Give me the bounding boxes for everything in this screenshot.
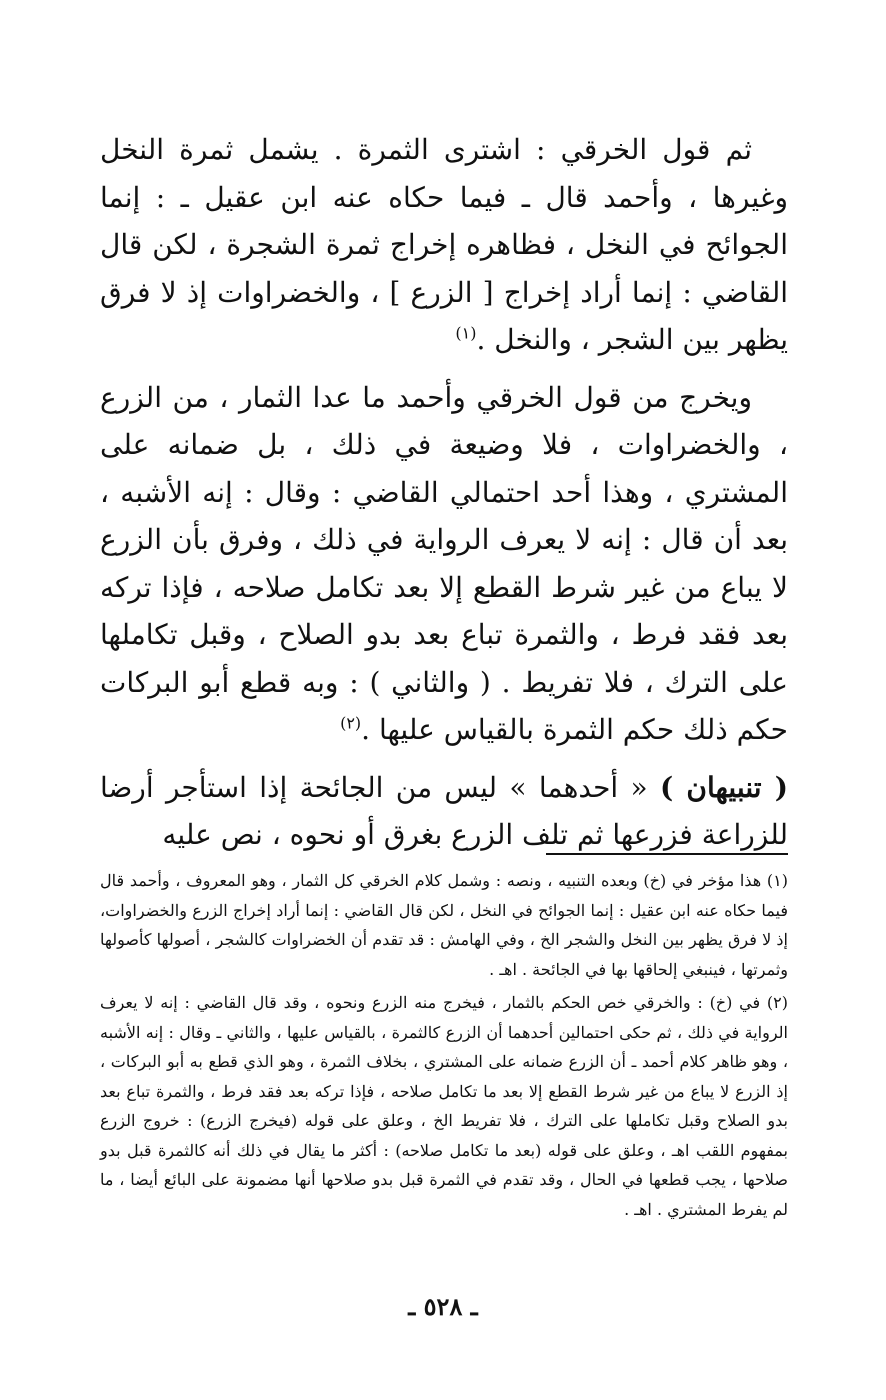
footnote-separator	[546, 853, 788, 855]
footnote-2: (٢) في (خ) : والخرقي خص الحكم بالثمار ، فيخرج منه الزرع ونحوه ، وقد قال القاضي : إنه لا يعرف الرواية في ذلك ، ثم حكى احتمالين أحدهما أن الزرع كالثمرة ، بالقياس عليها ، والثاني ـ وقال : إنه الأشبه ، وهو ظاهر كلام أحمد ـ أن الزرع ضمانه على المشتري ، بخلاف الثمرة ، وهو الذي قطع به أبو البركات ، إذ الزرع لا يباع من غير شرط القطع إلا بعد ما تكامل صلاحه ، فإذا تركه بعد فقد فرط ، والثمرة تباع بعد بدو الصلاح وقبل تكاملها على الترك ، فلا تفريط الخ ، وعلق على قوله (فيخرج الزرع) : خروج الزرع بمفهوم اللقب اهـ ، وعلق على قوله (بعد ما تكامل صلاحه) : أكثر ما يقال في ذلك أنه كالثمرة قبل بدو صلاحها ، يجب قطعها في الحال ، وقد تقدم في الثمرة قبل بدو صلاحها أنها مضمونة على البائع أيضا ، ما لم يفرط المشتري . اهـ .	[100, 993, 789, 1219]
paragraph-2	[100, 374, 788, 754]
notice-label: ( تنبيهان )	[659, 770, 788, 804]
footnote-ref-1: (١)	[455, 323, 477, 343]
paragraph-3-text: « أحدهما » ليس من الجائحة إذا استأجر أرضا للزراعة فزرعها ثم تلف الزرع بغرق أو نحوه ، نص عليه	[100, 770, 788, 851]
paragraph-3	[100, 764, 788, 859]
paragraph-1	[100, 126, 788, 364]
footnotes-block	[100, 866, 788, 1228]
paragraph-1-text: ثم قول الخرقي : اشترى الثمرة . يشمل ثمرة النخل وغيرها ، وأحمد قال ـ فيما حكاه عنه ابن عقيل ـ : إنما الجوائح في النخل ، فظاهره إخراج ثمرة الشجرة ، لكن قال القاضي : إنما أراد إخراج [ الزرع ] ، والخضراوات إذ لا فرق يظهر بين الشجر ، والنخل .	[100, 133, 788, 356]
paragraph-2-text: ويخرج من قول الخرقي وأحمد ما عدا الثمار ، من الزرع ، والخضراوات ، فلا وضيعة في ذلك ، بل ضمانه على المشتري ، وهذا أحد احتمالي القاضي : وقال : إنه الأشبه ، بعد أن قال : إنه لا يعرف الرواية في ذلك ، وفرق بأن الزرع لا يباع من غير شرط القطع إلا بعد تكامل صلاحه ، فإذا تركه بعد فقد فرط ، والثمرة تباع بعد بدو الصلاح ، وقبل تكاملها على الترك ، فلا تفريط . ( والثاني ) : وبه قطع أبو البركات حكم ذلك حكم الثمرة بالقياس عليها .	[100, 380, 788, 746]
page-number: ـ ٥٢٨ ـ	[408, 1292, 478, 1321]
main-text-block	[100, 126, 788, 869]
footnote-ref-2: (٢)	[340, 713, 362, 733]
footnote-1: (١) هذا مؤخر في (خ) وبعده التنبيه ، ونصه : وشمل كلام الخرقي كل الثمار ، وهو المعروف ، وأحمد قال فيما حكاه عنه ابن عقيل : إنما الجوائح في النخل ، لكن قال القاضي : إنما أراد إخراج الزرع والخضراوات، إذ لا فرق يظهر بين النخل والشجر الخ ، وفي الهامش : قد تقدم أن الخضراوات كالشجر ، أصولها كأصولها وثمرتها ، فينبغي إلحاقها بها في الجائحة . اهـ .	[100, 871, 789, 979]
